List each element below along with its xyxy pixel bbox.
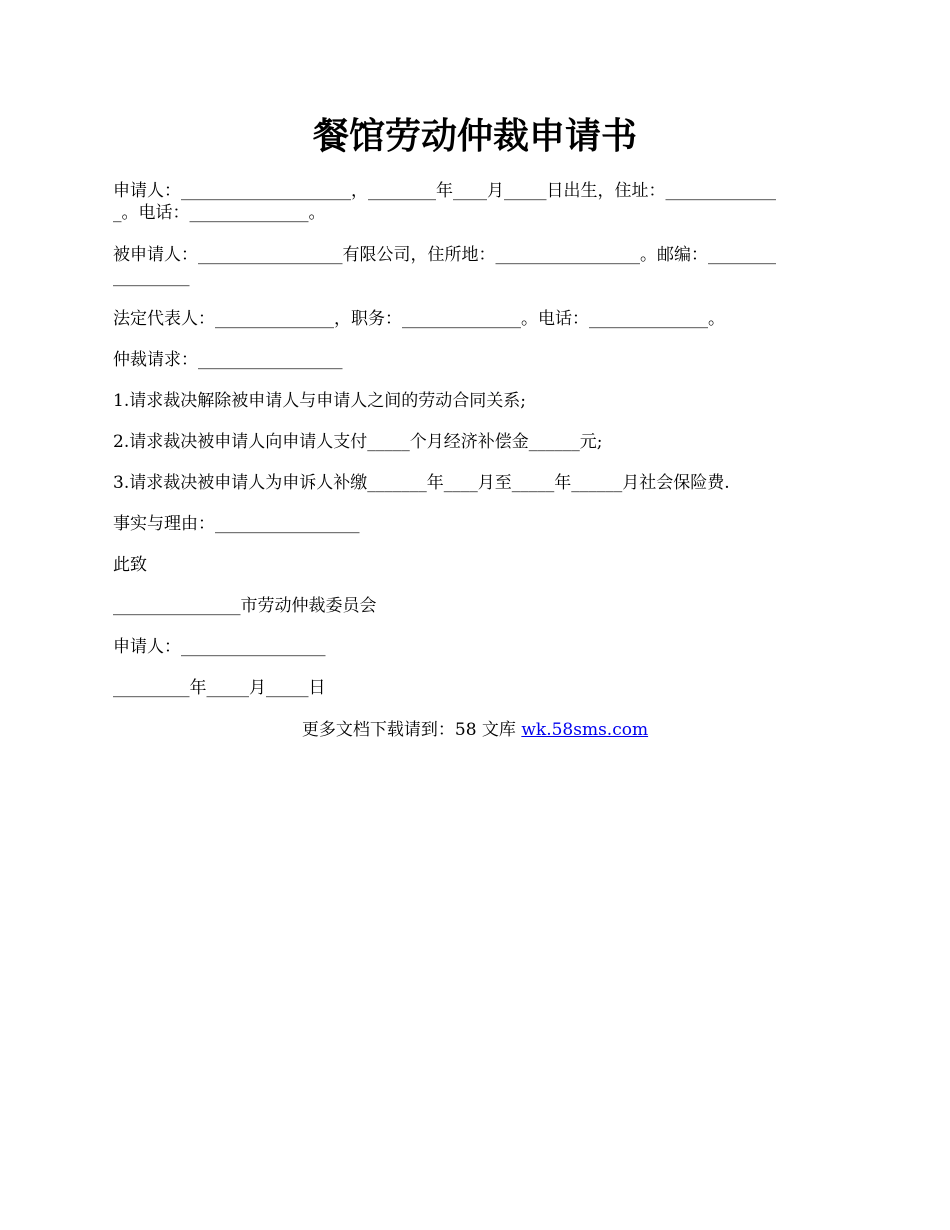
applicant-signature: 申请人：_________________	[113, 637, 326, 657]
applicant-info-paragraph: 申请人：____________________，________年____月_____日出生，住址：_____________ _。电话：______________。	[113, 181, 776, 223]
footer-prefix: 更多文档下载请到：58 文库	[301, 720, 522, 740]
request-item-3: 3.请求裁决被申请人为申诉人补缴_______年____月至_____年______月社会保险费.	[113, 473, 730, 493]
addressee-committee: _______________市劳动仲裁委员会	[113, 596, 377, 616]
footer	[0, 719, 950, 741]
request-item-1: 1.请求裁决解除被申请人与申请人之间的劳动合同关系;	[113, 391, 526, 411]
document-title: 餐馆劳动仲裁申请书	[312, 116, 637, 157]
legal-representative-paragraph: 法定代表人：______________，职务：______________。电话：______________。	[113, 309, 725, 329]
facts-and-reasons: 事实与理由：_________________	[113, 514, 360, 534]
request-item-2: 2.请求裁决被申请人向申请人支付_____个月经济补偿金______元;	[113, 432, 603, 452]
footer-link[interactable]: wk.58sms.com	[521, 720, 649, 740]
respondent-info-paragraph: 被申请人：_________________有限公司，住所地：_________________。邮编：________ _________	[113, 245, 776, 287]
arbitration-request-heading: 仲裁请求：_________________	[113, 350, 343, 370]
salutation: 此致	[113, 555, 147, 575]
signature-date: _________年_____月_____日	[113, 678, 326, 698]
